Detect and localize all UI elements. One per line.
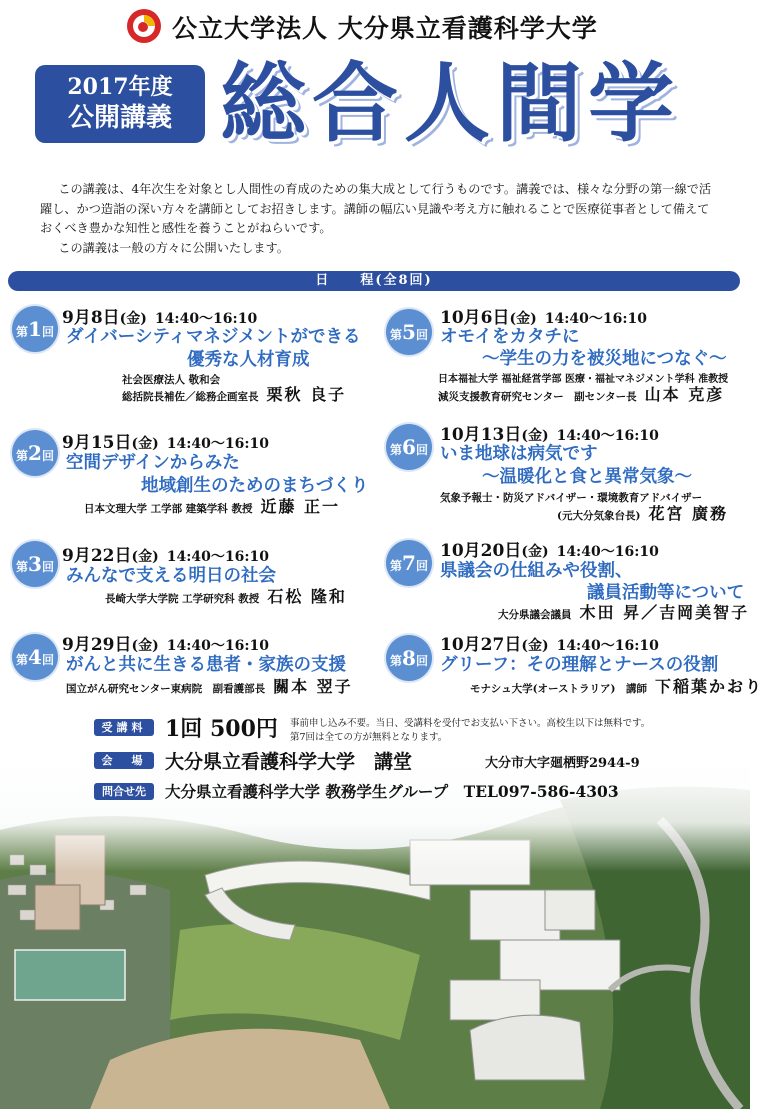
- lecturer-affiliation: 減災支援教育研究センター 副センター長 山本 克彦: [438, 385, 725, 404]
- lecture-title-line-1: がんと共に生きる患者・家族の支援: [66, 655, 346, 675]
- lecturer-affiliation: 大分県議会議員 木田 昇／吉岡美智子: [498, 603, 750, 622]
- lecturer-affiliation: 日本福祉大学 福祉経営学部 医療・福祉マネジメント学科 准教授: [438, 374, 729, 385]
- lecture-date: 9月22日(金) 14:40〜16:10: [62, 546, 270, 566]
- lecture-title-line-2: 議員活動等について: [587, 583, 745, 603]
- lecture-date: 9月15日(金) 14:40〜16:10: [62, 433, 270, 453]
- lecturer-affiliation: モナシュ大学(オーストラリア) 講師 下稲葉かおり: [470, 677, 763, 696]
- lecturer-name: 木田 昇／吉岡美智子: [579, 603, 750, 622]
- lecture-title-line-2: 〜学生の力を被災地につなぐ〜: [482, 349, 727, 369]
- lecture-title-line-2: 〜温暖化と食と異常気象〜: [482, 467, 692, 487]
- lecturer-name: 關本 翌子: [273, 677, 353, 696]
- university-logo-icon: [126, 8, 162, 44]
- lecture-date: 10月6日(金) 14:40〜16:10: [440, 308, 648, 328]
- lecture-number-badge: 第4回: [12, 634, 58, 680]
- lecturer-name: 近藤 正一: [260, 497, 341, 516]
- lecture-title-line-1: いま地球は病気です: [440, 444, 598, 464]
- lecture-title-line-1: ダイバーシティマネジメントができる: [66, 327, 361, 347]
- lecturer-name: 下稲葉かおり: [655, 677, 763, 696]
- lecturer-affiliation: 社会医療法人 敬和会: [122, 374, 221, 386]
- lecturer-affiliation: 総括院長補佐／総務企画室長 栗秋 良子: [122, 385, 347, 404]
- intro-paragraph-1: この講義は、4年次生を対象とし人間性の育成のための集大成として行うものです。講義では、様々な分野の第一線で活躍し、かつ造詣の深い方々を講師としてお招きします。講師の幅広い見識や考え方に触れることで医療従事者として備えておくべき豊かな知性と感性を養うことがねらいです。: [40, 182, 712, 235]
- lecturer-name: 栗秋 良子: [266, 385, 347, 404]
- lecture-date: 10月20日(金) 14:40〜16:10: [440, 541, 659, 561]
- year-label: 2017年度: [67, 74, 173, 100]
- lecture-title-line-1: 県議会の仕組みや役割、: [440, 561, 633, 581]
- lecture-number-badge: 第6回: [386, 424, 432, 470]
- venue-address: 大分市大字廻栖野2944-9: [485, 756, 640, 771]
- organization-name: 公立大学法人 大分県立看護科学大学: [172, 14, 598, 43]
- page-title: 総合人間学: [220, 53, 680, 154]
- lecture-date: 10月13日(金) 14:40〜16:10: [440, 425, 659, 445]
- fee-label: 受講料: [94, 719, 154, 736]
- lecture-title-line-2: 優秀な人材育成: [187, 350, 310, 370]
- lecture-number-badge: 第8回: [386, 635, 432, 681]
- lecture-number-badge: 第2回: [12, 430, 58, 476]
- lecture-date: 9月8日(金) 14:40〜16:10: [62, 308, 258, 328]
- lecturer-affiliation: 国立がん研究センター東病院 副看護部長 關本 翌子: [66, 677, 353, 696]
- venue-value: 大分県立看護科学大学 講堂: [165, 751, 413, 773]
- year-badge: [35, 65, 205, 143]
- fee-value: 1回 500円: [165, 716, 278, 742]
- lecture-number-badge: 第1回: [12, 306, 58, 352]
- contact-label: 問合せ先: [94, 783, 154, 800]
- lecture-date: 10月27日(金) 14:40〜16:10: [440, 635, 659, 655]
- lecturer-affiliation: 日本文理大学 工学部 建築学科 教授 近藤 正一: [84, 497, 341, 516]
- schedule-header: 日 程(全8回): [8, 271, 740, 291]
- intro-paragraph-2: この講義は一般の方々に公開いたします。: [58, 240, 289, 255]
- contact-value: 大分県立看護科学大学 教務学生グループ TEL097-586-4303: [165, 782, 619, 801]
- lecturer-affiliation: 気象予報士・防災アドバイザー・環境教育アドバイザー: [440, 492, 703, 504]
- lecturer-affiliation: (元大分気象台長) 花宮 廣務: [557, 504, 729, 523]
- lecturer-name: 石松 隆和: [267, 587, 347, 606]
- lecture-date: 9月29日(金) 14:40〜16:10: [62, 635, 270, 655]
- lecturer-affiliation: 長崎大学大学院 工学研究科 教授 石松 隆和: [105, 587, 347, 606]
- lecture-number-badge: 第3回: [12, 541, 58, 587]
- intro-text: [40, 180, 715, 258]
- lecture-title-line-1: グリーフ：その理解とナースの役割: [440, 655, 719, 675]
- campus-aerial-photo: [0, 760, 750, 1109]
- fee-note-2: 第7回は全ての方が無料となります。: [290, 732, 448, 743]
- lecture-number-badge: 第7回: [386, 540, 432, 586]
- lecture-number-badge: 第5回: [386, 309, 432, 355]
- lecture-title-line-1: 空間デザインからみた: [66, 453, 240, 473]
- lecture-title-line-1: みんなで支える明日の社会: [66, 566, 276, 586]
- lecturer-name: 花宮 廣務: [648, 504, 729, 523]
- lecturer-name: 山本 克彦: [644, 385, 725, 404]
- venue-label: 会 場: [94, 752, 154, 769]
- fee-note-1: 事前申し込み不要。当日、受講料を受付でお支払い下さい。高校生以下は無料です。: [290, 718, 651, 729]
- public-lecture-label: 公開講義: [67, 103, 172, 133]
- lecture-title-line-2: 地域創生のためのまちづくり: [141, 476, 369, 496]
- lecture-title-line-1: オモイをカタチに: [440, 327, 580, 347]
